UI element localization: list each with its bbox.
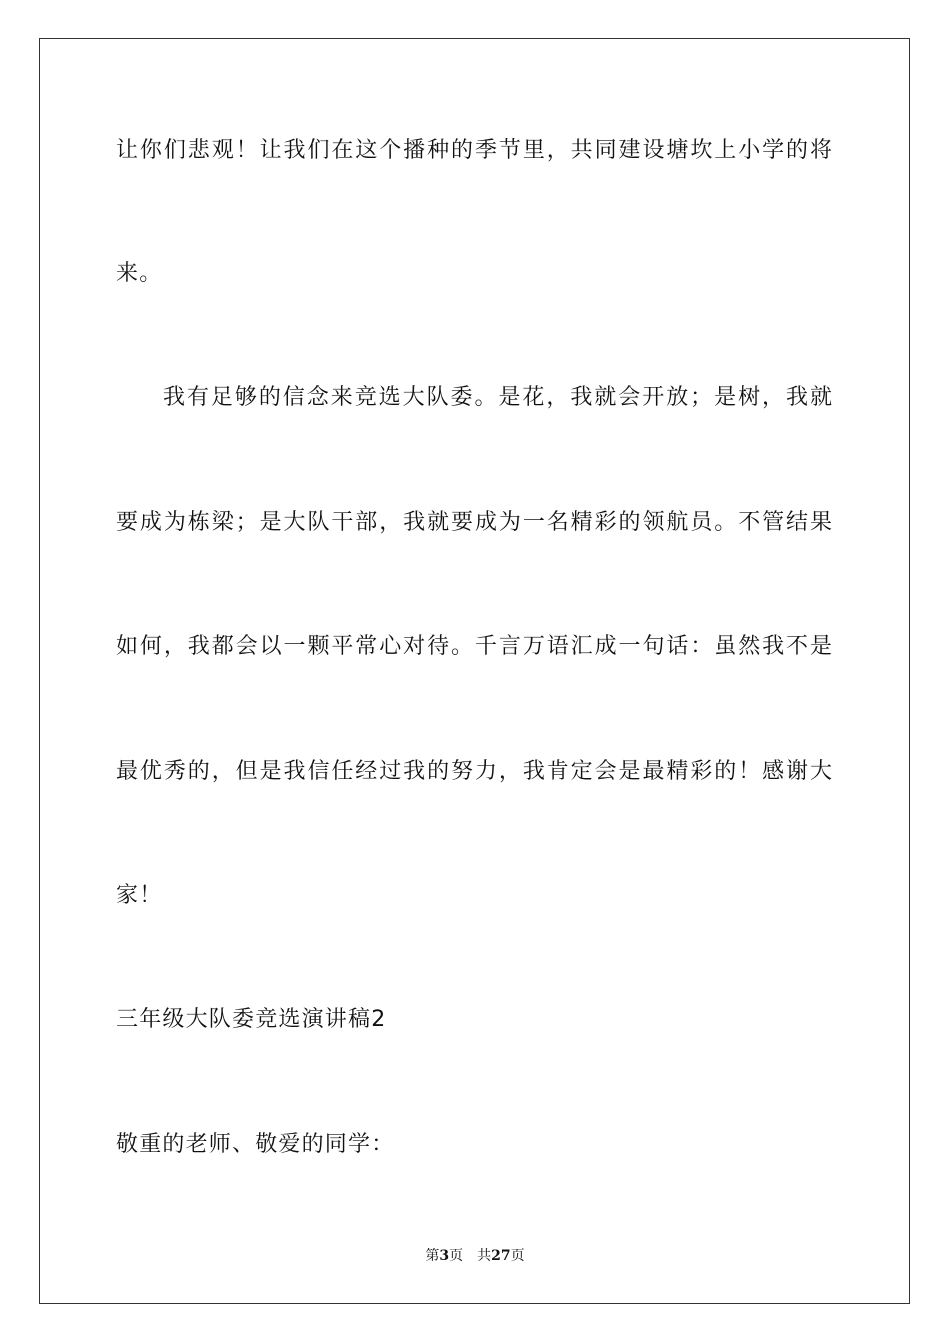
total-prefix: 共 [477,1248,492,1264]
text-line-5: 如何，我都会以一颗平常心对待。千言万语汇成一句话：虽然我不是 [116,634,832,659]
salutation: 敬重的老师、敬爱的同学： [116,1132,395,1157]
total-pages: 27 [491,1248,511,1264]
text-line-6: 最优秀的，但是我信任经过我的努力，我肯定会是最精彩的！感谢大 [116,759,832,784]
page-prefix: 第 [425,1248,440,1264]
text-line-7: 家！ [116,883,163,908]
section-heading: 三年级大队委竞选演讲稿2 [116,1007,387,1032]
page-number: 3 [439,1248,450,1264]
text-line-3: 我有足够的信念来竞选大队委。是花，我就会开放；是树，我就 [163,385,832,410]
total-suffix: 页 [510,1248,525,1264]
text-line-1: 让你们悲观！让我们在这个播种的季节里，共同建设塘坎上小学的将 [116,138,832,163]
page-suffix: 页 [449,1248,464,1264]
page-footer [0,1246,950,1266]
text-line-4: 要成为栋梁；是大队干部，我就要成为一名精彩的领航员。不管结果 [116,510,832,535]
page-frame [39,38,910,1304]
text-line-2: 来。 [116,261,163,286]
